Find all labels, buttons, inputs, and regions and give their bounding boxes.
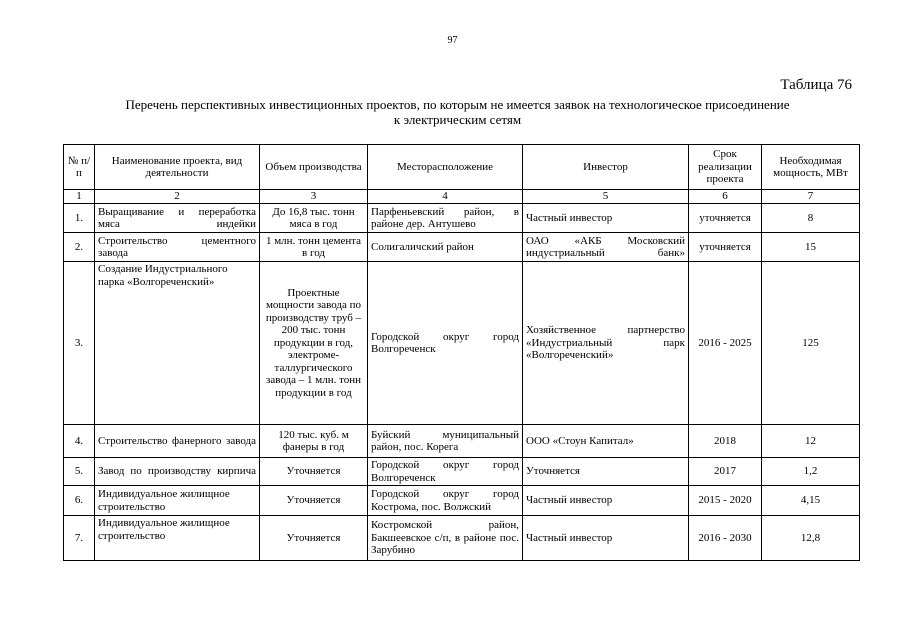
cell-term: 2018 bbox=[689, 425, 762, 458]
cell-power: 1,2 bbox=[762, 458, 860, 486]
cell-term: 2016 - 2025 bbox=[689, 262, 762, 425]
table-label: Таблица 76 bbox=[780, 77, 852, 93]
cell-power: 12 bbox=[762, 425, 860, 458]
col-number: 7 bbox=[762, 190, 860, 204]
header-investor: Инвестор bbox=[523, 145, 689, 190]
cell-name: Строительство фанерного завода bbox=[95, 425, 260, 458]
cell-term: 2017 bbox=[689, 458, 762, 486]
col-number: 3 bbox=[260, 190, 368, 204]
cell-power: 4,15 bbox=[762, 486, 860, 516]
document-title bbox=[60, 97, 855, 127]
cell-investor: Частный инвестор bbox=[523, 516, 689, 561]
cell-investor: Хозяйственное партнерство «Индустриальный парк «Волгореченский» bbox=[523, 262, 689, 425]
table-row bbox=[64, 486, 860, 516]
table-row bbox=[64, 425, 860, 458]
table-row bbox=[64, 233, 860, 262]
header-name: Наименование проекта, вид деятельности bbox=[95, 145, 260, 190]
table-row bbox=[64, 204, 860, 233]
cell-location: Городской округ город Кострома, пос. Волжский bbox=[368, 486, 523, 516]
cell-term: уточняется bbox=[689, 233, 762, 262]
cell-investor: ОАО «АКБ Московский индустриальный банк» bbox=[523, 233, 689, 262]
cell-location: Солигаличский район bbox=[368, 233, 523, 262]
cell-volume: 1 млн. тонн цемента в год bbox=[260, 233, 368, 262]
cell-name: Создание Индустриального парка «Волгореченский» bbox=[95, 262, 260, 425]
cell-num: 2. bbox=[64, 233, 95, 262]
cell-location: Парфеньевский район, в районе дер. Антушево bbox=[368, 204, 523, 233]
cell-power: 125 bbox=[762, 262, 860, 425]
page-number: 97 bbox=[447, 35, 458, 46]
cell-num: 7. bbox=[64, 516, 95, 561]
cell-name: Индивидуальное жилищное строительство bbox=[95, 486, 260, 516]
cell-term: уточняется bbox=[689, 204, 762, 233]
header-power: Необходимая мощность, МВт bbox=[762, 145, 860, 190]
cell-investor: Частный инвестор bbox=[523, 486, 689, 516]
col-number: 2 bbox=[95, 190, 260, 204]
table-row bbox=[64, 458, 860, 486]
header-num: № п/п bbox=[64, 145, 95, 190]
cell-num: 1. bbox=[64, 204, 95, 233]
cell-name: Индивидуальное жилищное строительство bbox=[95, 516, 260, 561]
column-number-row bbox=[64, 190, 860, 204]
header-term: Срок реализации проекта bbox=[689, 145, 762, 190]
cell-power: 15 bbox=[762, 233, 860, 262]
cell-volume: Уточняется bbox=[260, 458, 368, 486]
header-location: Месторасположение bbox=[368, 145, 523, 190]
projects-table bbox=[63, 144, 860, 561]
cell-power: 12,8 bbox=[762, 516, 860, 561]
cell-term: 2015 - 2020 bbox=[689, 486, 762, 516]
header-volume: Объем производства bbox=[260, 145, 368, 190]
cell-volume: Уточняется bbox=[260, 486, 368, 516]
title-line-2: к электрическим сетям bbox=[393, 112, 522, 127]
cell-num: 4. bbox=[64, 425, 95, 458]
cell-num: 6. bbox=[64, 486, 95, 516]
cell-volume: Уточняется bbox=[260, 516, 368, 561]
cell-location: Буйский муниципальный район, пос. Корега bbox=[368, 425, 523, 458]
cell-num: 5. bbox=[64, 458, 95, 486]
cell-investor: ООО «Стоун Капитал» bbox=[523, 425, 689, 458]
cell-name: Завод по производству кирпича bbox=[95, 458, 260, 486]
table-row bbox=[64, 516, 860, 561]
cell-name: Строительство цементного завода bbox=[95, 233, 260, 262]
table-row bbox=[64, 262, 860, 425]
col-number: 6 bbox=[689, 190, 762, 204]
col-number: 5 bbox=[523, 190, 689, 204]
cell-volume: Проектные мощности завода по производству труб – 200 тыс. тонн продукции в год, электроме-таллургического завода – 1 млн. тонн продукции в год bbox=[260, 262, 368, 425]
title-line-1: Перечень перспективных инвестиционных проектов, по которым не имеется заявок на технологическое присоединение bbox=[125, 97, 790, 112]
cell-volume: 120 тыс. куб. м фанеры в год bbox=[260, 425, 368, 458]
cell-location: Городской округ город Волгореченск bbox=[368, 262, 523, 425]
cell-location: Костромской район, Бакшеевское с/п, в районе пос. Зарубино bbox=[368, 516, 523, 561]
cell-term: 2016 - 2030 bbox=[689, 516, 762, 561]
cell-investor: Уточняется bbox=[523, 458, 689, 486]
header-row bbox=[64, 145, 860, 190]
cell-power: 8 bbox=[762, 204, 860, 233]
col-number: 4 bbox=[368, 190, 523, 204]
cell-volume: До 16,8 тыс. тонн мяса в год bbox=[260, 204, 368, 233]
cell-location: Городской округ город Волгореченск bbox=[368, 458, 523, 486]
cell-num: 3. bbox=[64, 262, 95, 425]
cell-name: Выращивание и переработка мяса индейки bbox=[95, 204, 260, 233]
cell-investor: Частный инвестор bbox=[523, 204, 689, 233]
col-number: 1 bbox=[64, 190, 95, 204]
